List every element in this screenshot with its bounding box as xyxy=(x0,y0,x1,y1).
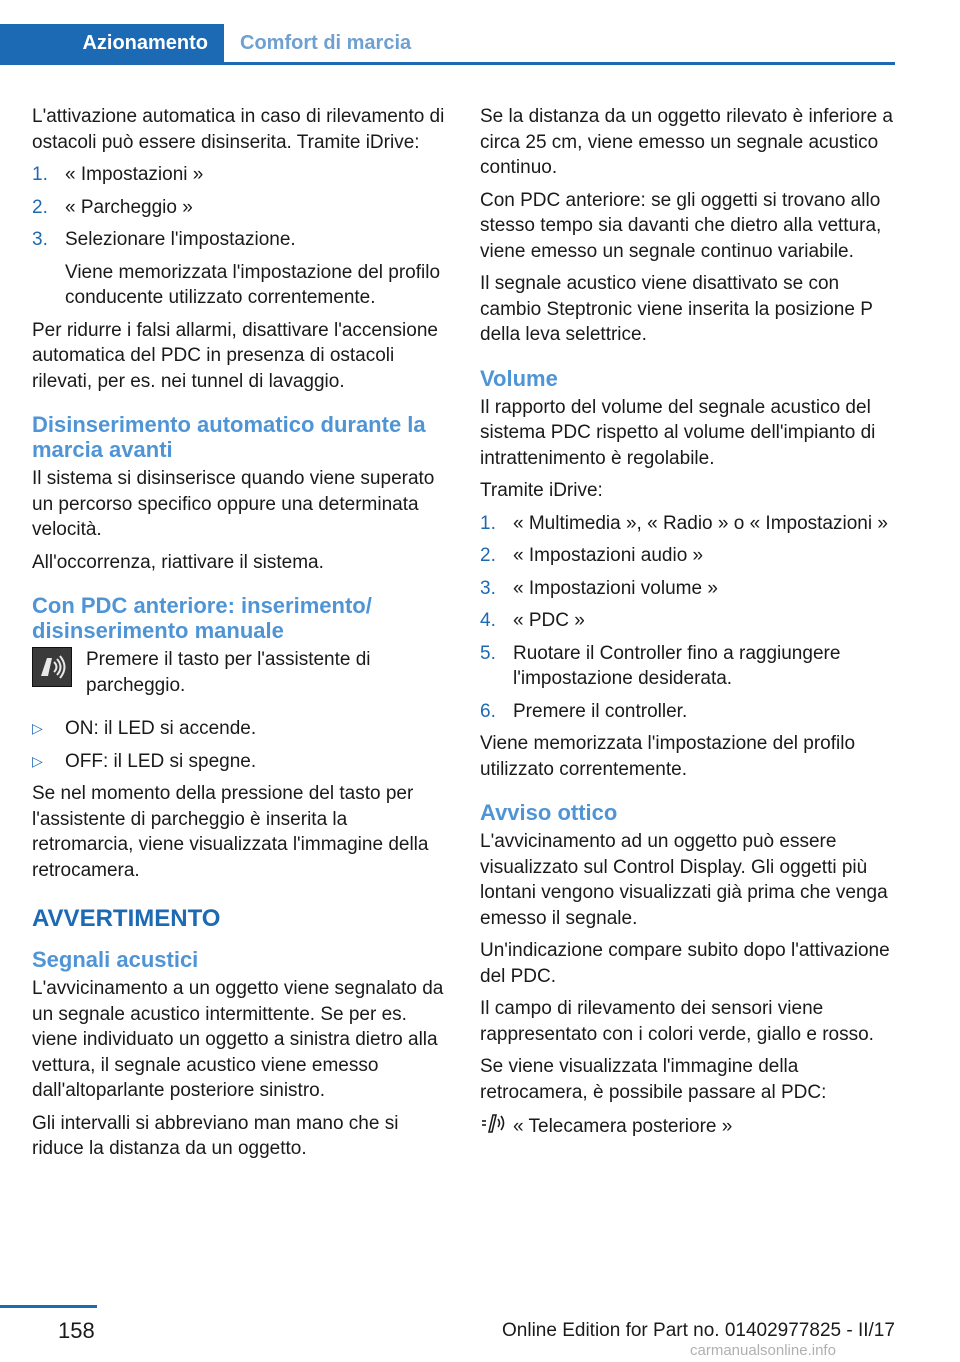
paragraph: Il segnale acustico viene disattivato se con cambio Steptronic viene inserita la posizione P della leva selettrice. xyxy=(480,273,873,345)
list-item xyxy=(480,543,896,569)
paragraph: Il rapporto del volume del segnale acustico del sistema PDC rispetto al volume dell'impianto di intrattenimento è regolabile. xyxy=(480,396,876,469)
list-number: 2. xyxy=(480,545,496,566)
list-number: 3. xyxy=(480,577,496,599)
list-item xyxy=(480,699,896,725)
paragraph: Il sistema si disinserisce quando viene superato un percorso specifico oppure una determinata velocità. xyxy=(32,468,435,540)
ordered-list xyxy=(480,511,896,725)
list-number: 1. xyxy=(480,512,496,534)
list-subtext: Viene memorizzata l'impostazione del profilo conducente utilizzato correntemente. xyxy=(65,261,441,308)
list-text: « Impostazioni audio » xyxy=(513,545,704,566)
heading-segnali-acustici: Segnali acustici xyxy=(32,947,199,972)
heading-pdc-manuale: Con PDC anteriore: inserimento/ disinserimento manuale xyxy=(32,593,372,643)
camera-option-row xyxy=(480,1112,896,1142)
paragraph: L'attivazione automatica in caso di rilevamento di ostacoli può essere disinserita. Tramite iDrive: xyxy=(32,106,445,153)
triangle-bullet-icon: ▷ xyxy=(32,720,43,736)
list-text: « Multimedia », « Radio » o « Impostazioni » xyxy=(513,512,888,534)
list-text: « Parcheggio » xyxy=(65,196,193,218)
heading-volume: Volume xyxy=(480,365,558,391)
list-item xyxy=(32,749,450,775)
parking-sensor-icon xyxy=(480,1112,513,1142)
heading-avviso-ottico: Avviso ottico xyxy=(480,800,618,825)
heading-avvertimento: AVVERTIMENTO xyxy=(32,905,221,932)
paragraph: Gli intervalli si abbreviano man mano che si riduce la distanza da un oggetto. xyxy=(32,1112,399,1159)
list-text: « Impostazioni volume » xyxy=(513,577,718,599)
list-text: Ruotare il Controller fino a raggiungere l'impostazione desiderata. xyxy=(513,642,841,689)
list-number: 1. xyxy=(32,164,48,185)
heading-disinserimento: Disinserimento automatico durante la marcia avanti xyxy=(32,412,426,462)
camera-option-label: « Telecamera posteriore » xyxy=(513,1116,733,1137)
triangle-bullet-icon: ▷ xyxy=(32,752,43,769)
paragraph: L'avvicinamento a un oggetto viene segnalato da un segnale acustico intermittente. Se per es. viene individuato un oggetto a sinistra dietro alla vettura, il segnale acustico viene emesso dall'altoparlante posteriore sinistro. xyxy=(32,978,444,1101)
list-text: « Impostazioni » xyxy=(65,164,204,185)
list-item xyxy=(32,227,450,253)
list-number: 2. xyxy=(32,196,48,218)
list-text: Premere il controller. xyxy=(513,700,688,722)
paragraph: L'avvicinamento ad un oggetto può essere visualizzato sul Control Display. Gli oggetti più lontani vengono visualizzati già prima che venga emesso il segnale. xyxy=(480,831,888,929)
footer-edition: Online Edition for Part no. 01402977825 - II/17 xyxy=(502,1320,895,1341)
list-number: 3. xyxy=(32,229,48,250)
bullet-list xyxy=(32,716,450,774)
paragraph: Se viene visualizzata l'immagine della retrocamera, è possibile passare al PDC: xyxy=(480,1056,827,1103)
icon-description: Premere il tasto per l'assistente di parcheggio. xyxy=(86,649,371,696)
list-text: ON: il LED si accende. xyxy=(65,718,257,739)
paragraph: Per ridurre i falsi allarmi, disattivare l'accensione automatica del PDC in presenza di ostacoli rilevati, per es. nei tunnel di lavaggio. xyxy=(32,319,438,392)
list-item xyxy=(32,162,450,188)
parking-assistant-button-icon xyxy=(32,647,72,687)
list-text: Selezionare l'impostazione. xyxy=(65,229,296,250)
paragraph: Viene memorizzata l'impostazione del profilo utilizzato correntemente. xyxy=(480,733,856,780)
tab-azionamento[interactable]: Azionamento xyxy=(0,24,224,62)
paragraph: Un'indicazione compare subito dopo l'attivazione del PDC. xyxy=(480,940,890,987)
paragraph: Se la distanza da un oggetto rilevato è inferiore a circa 25 cm, viene emesso un segnale acustico continuo. xyxy=(480,106,893,178)
list-item xyxy=(32,195,450,221)
list-item xyxy=(32,716,450,742)
list-item xyxy=(480,576,896,602)
watermark: carmanualsonline.info xyxy=(690,1342,836,1359)
header-tabs xyxy=(0,24,895,65)
left-column xyxy=(32,104,450,1169)
list-number: 5. xyxy=(480,642,496,664)
paragraph: Il campo di rilevamento dei sensori viene rappresentato con i colori verde, giallo e rosso. xyxy=(480,998,874,1045)
right-column xyxy=(480,104,896,1142)
list-text: « PDC » xyxy=(513,610,585,631)
list-text: OFF: il LED si spegne. xyxy=(65,750,257,772)
list-item xyxy=(480,511,896,537)
tab-comfort-di-marcia[interactable]: Comfort di marcia xyxy=(240,32,412,54)
list-number: 4. xyxy=(480,610,496,631)
list-number: 6. xyxy=(480,700,496,722)
paragraph: All'occorrenza, riattivare il sistema. xyxy=(32,551,324,573)
paragraph: Se nel momento della pressione del tasto per l'assistente di parcheggio è inserita la retromarcia, viene visualizzata l'immagine della retrocamera. xyxy=(32,783,429,881)
page-number: 158 xyxy=(58,1318,95,1343)
paragraph: Con PDC anteriore: se gli oggetti si trovano allo stesso tempo sia davanti che dietro alla vettura, viene emesso un segnale continuo variabile. xyxy=(480,189,882,262)
list-item xyxy=(480,641,896,692)
list-item xyxy=(480,608,896,634)
footer-rule xyxy=(0,1305,97,1308)
paragraph: Tramite iDrive: xyxy=(480,480,603,501)
pdc-button-row xyxy=(32,647,450,698)
ordered-list xyxy=(32,162,450,311)
